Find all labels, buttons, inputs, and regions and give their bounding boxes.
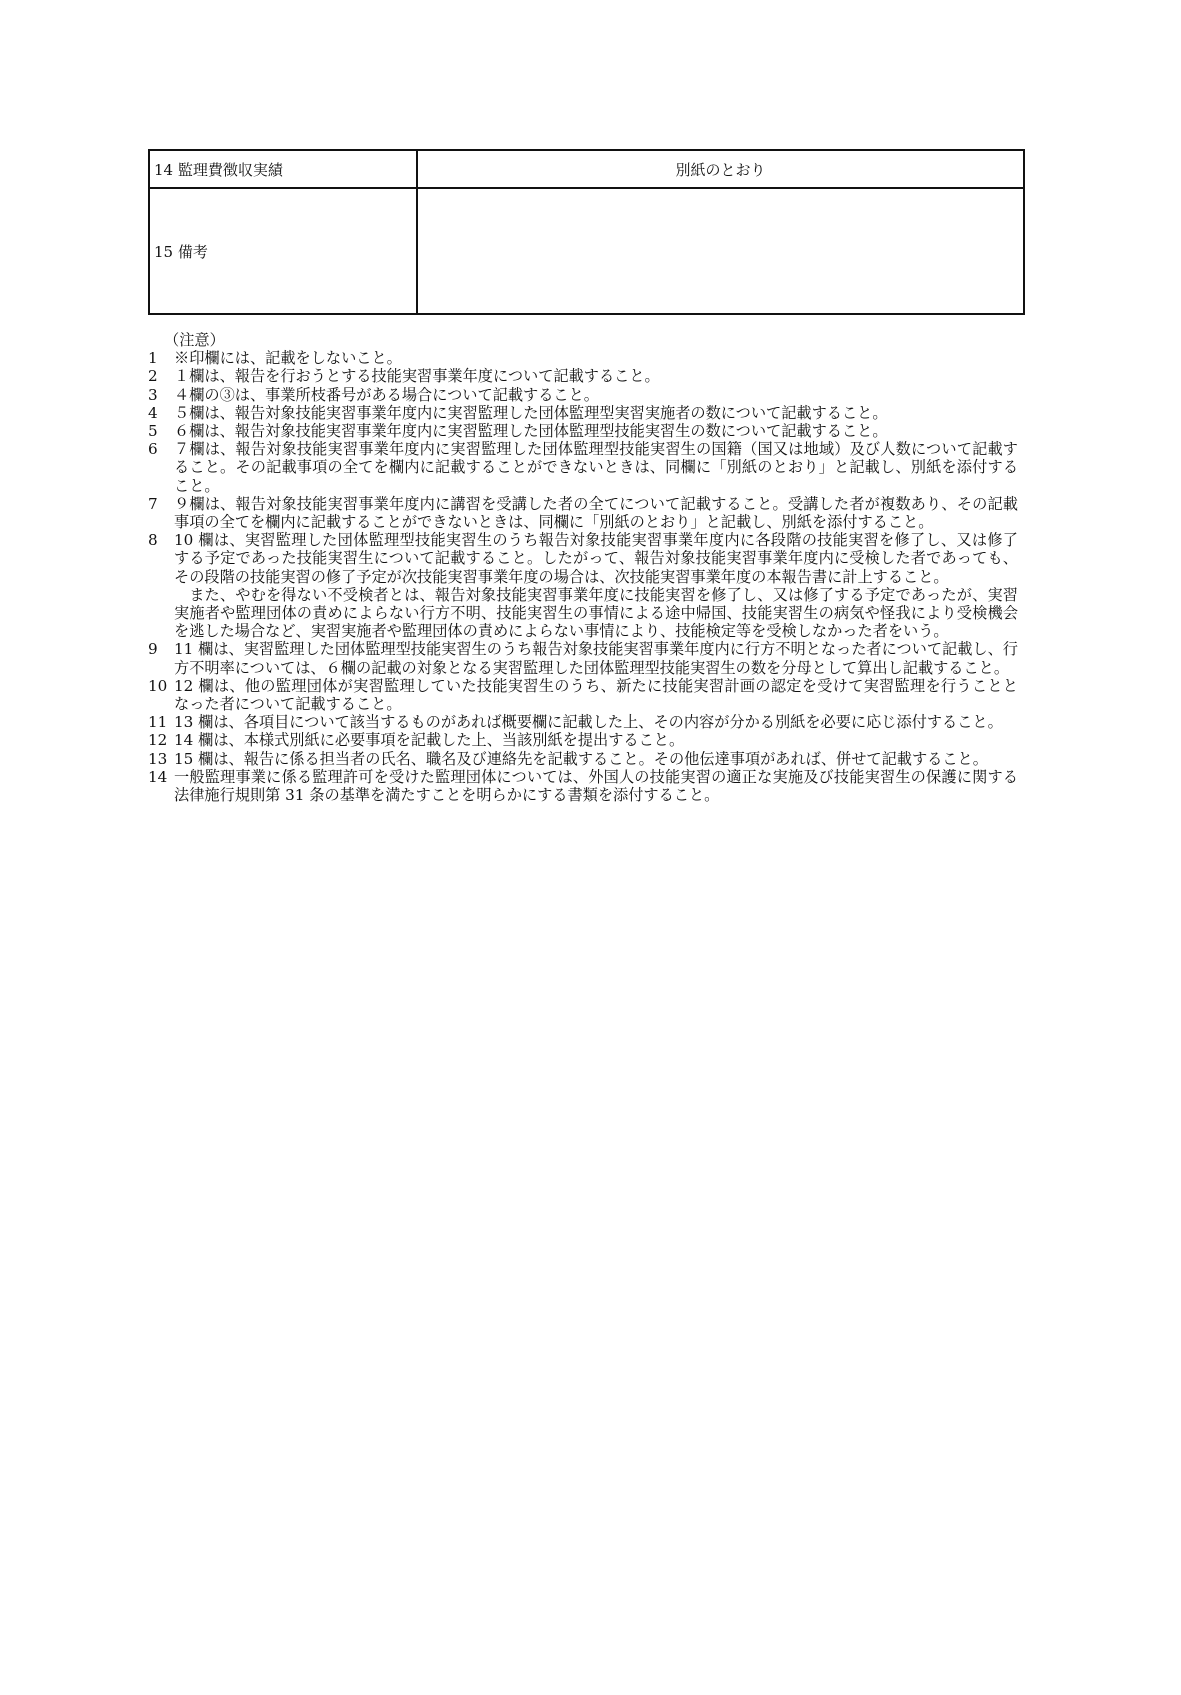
report-form-table — [148, 149, 1025, 315]
note-text — [174, 386, 1018, 404]
row-15-value — [417, 188, 1024, 314]
note-number: 4 — [148, 403, 158, 422]
note-item — [148, 422, 1018, 440]
note-text — [174, 713, 1018, 731]
note-text — [174, 349, 1018, 367]
note-number: 1 — [148, 349, 158, 368]
row-15-label: 15 備考 — [149, 188, 417, 314]
note-text — [174, 404, 1018, 422]
note-paragraph: ７欄は、報告対象技能実習事業年度内に実習監理した団体監理型技能実習生の国籍（国又は地域）及び人数について記載すること。その記載事項の全てを欄内に記載することができないときは、同欄に「別紙のとおり」と記載し、別紙を添付すること。 — [174, 440, 1019, 495]
note-number: 3 — [148, 385, 158, 404]
note-paragraph: ６欄は、報告対象技能実習事業年度内に実習監理した団体監理型技能実習生の数について記載すること。 — [174, 422, 888, 441]
note-item — [148, 404, 1018, 422]
note-item — [148, 768, 1018, 804]
note-paragraph: 13 欄は、各項目について該当するものがあれば概要欄に記載した上、その内容が分かる別紙を必要に応じ添付すること。 — [174, 713, 1003, 732]
note-text — [174, 677, 1018, 713]
note-item — [148, 440, 1018, 495]
note-number: 9 — [148, 640, 158, 659]
note-text — [174, 731, 1018, 749]
note-number: 13 — [148, 749, 168, 768]
note-paragraph: 14 欄は、本様式別紙に必要事項を記載した上、当該別紙を提出すること。 — [174, 731, 685, 750]
note-text — [174, 768, 1018, 804]
note-item — [148, 640, 1018, 676]
note-item — [148, 677, 1018, 713]
note-text — [174, 367, 1018, 385]
note-paragraph: ※印欄には、記載をしないこと。 — [174, 349, 402, 368]
note-paragraph: １欄は、報告を行おうとする技能実習事業年度について記載すること。 — [174, 367, 660, 386]
notes-list — [148, 349, 1018, 804]
note-text — [174, 422, 1018, 440]
note-paragraph: ９欄は、報告対象技能実習事業年度内に講習を受講した者の全てについて記載すること。受講した者が複数あり、その記載事項の全てを欄内に記載することができないときは、同欄に「別紙のとおり」と記載し、別紙を添付すること。 — [174, 494, 1018, 532]
note-number: 14 — [148, 767, 168, 786]
note-item — [148, 713, 1018, 731]
note-paragraph: 10 欄は、実習監理した団体監理型技能実習生のうち報告対象技能実習事業年度内に各段階の技能実習を修了し、又は修了する予定であった技能実習生について記載すること。したがって、報告対象技能実習事業年度内に受検した者であっても、その段階の技能実習の修了予定が次技能実習事業年度の場合は、次技能実習事業年度の本報告書に計上すること。 — [174, 531, 1018, 586]
note-paragraph: ４欄の③は、事業所枝番号がある場合について記載すること。 — [174, 385, 599, 404]
note-paragraph: 11 欄は、実習監理した団体監理型技能実習生のうち報告対象技能実習事業年度内に行方不明となった者について記載し、行方不明率については、６欄の記載の対象となる実習監理した団体監理型技能実習生の数を分母として算出し記載すること。 — [174, 640, 1018, 677]
note-paragraph: また、やむを得ない不受検者とは、報告対象技能実習事業年度に技能実習を修了し、又は修了する予定であったが、実習実施者や監理団体の責めによらない行方不明、技能実習生の事情による途中帰国、技能実習生の病気や怪我により受検機会を逃した場合など、実習実施者や監理団体の責めによらない事情により、技能検定等を受検しなかった者をいう。 — [174, 585, 1019, 641]
note-number: 7 — [148, 494, 158, 513]
table-row-14 — [149, 150, 1024, 188]
row-14-value: 別紙のとおり — [417, 150, 1024, 188]
note-number: 10 — [148, 676, 168, 695]
notes-section — [148, 331, 1018, 804]
note-text — [174, 495, 1018, 531]
table-row-15 — [149, 188, 1024, 314]
note-number: 12 — [148, 731, 168, 750]
note-number: 8 — [148, 531, 158, 550]
note-paragraph: ５欄は、報告対象技能実習事業年度内に実習監理した団体監理型実習実施者の数について記載すること。 — [174, 403, 888, 422]
notes-heading: （注意） — [164, 331, 225, 349]
note-text — [174, 531, 1018, 640]
note-text — [174, 440, 1018, 495]
note-paragraph: 一般監理事業に係る監理許可を受けた監理団体については、外国人の技能実習の適正な実施及び技能実習生の保護に関する法律施行規則第 31 条の基準を満たすことを明らかにする書類を添付すること。 — [174, 767, 1018, 805]
row-14-label: 14 監理費徴収実績 — [149, 150, 417, 188]
note-number: 2 — [148, 367, 158, 386]
note-number: 11 — [148, 713, 168, 732]
note-number: 5 — [148, 422, 158, 441]
note-paragraph: 15 欄は、報告に係る担当者の氏名、職名及び連絡先を記載すること。その他伝達事項があれば、併せて記載すること。 — [174, 749, 988, 768]
note-item — [148, 367, 1018, 385]
note-item — [148, 386, 1018, 404]
note-text — [174, 750, 1018, 768]
note-text — [174, 640, 1018, 676]
note-item — [148, 495, 1018, 531]
note-paragraph: 12 欄は、他の監理団体が実習監理していた技能実習生のうち、新たに技能実習計画の認定を受けて実習監理を行うこととなった者について記載すること。 — [174, 676, 1018, 714]
note-item — [148, 731, 1018, 749]
note-item — [148, 349, 1018, 367]
note-item — [148, 531, 1018, 640]
note-number: 6 — [148, 440, 158, 459]
note-item — [148, 750, 1018, 768]
